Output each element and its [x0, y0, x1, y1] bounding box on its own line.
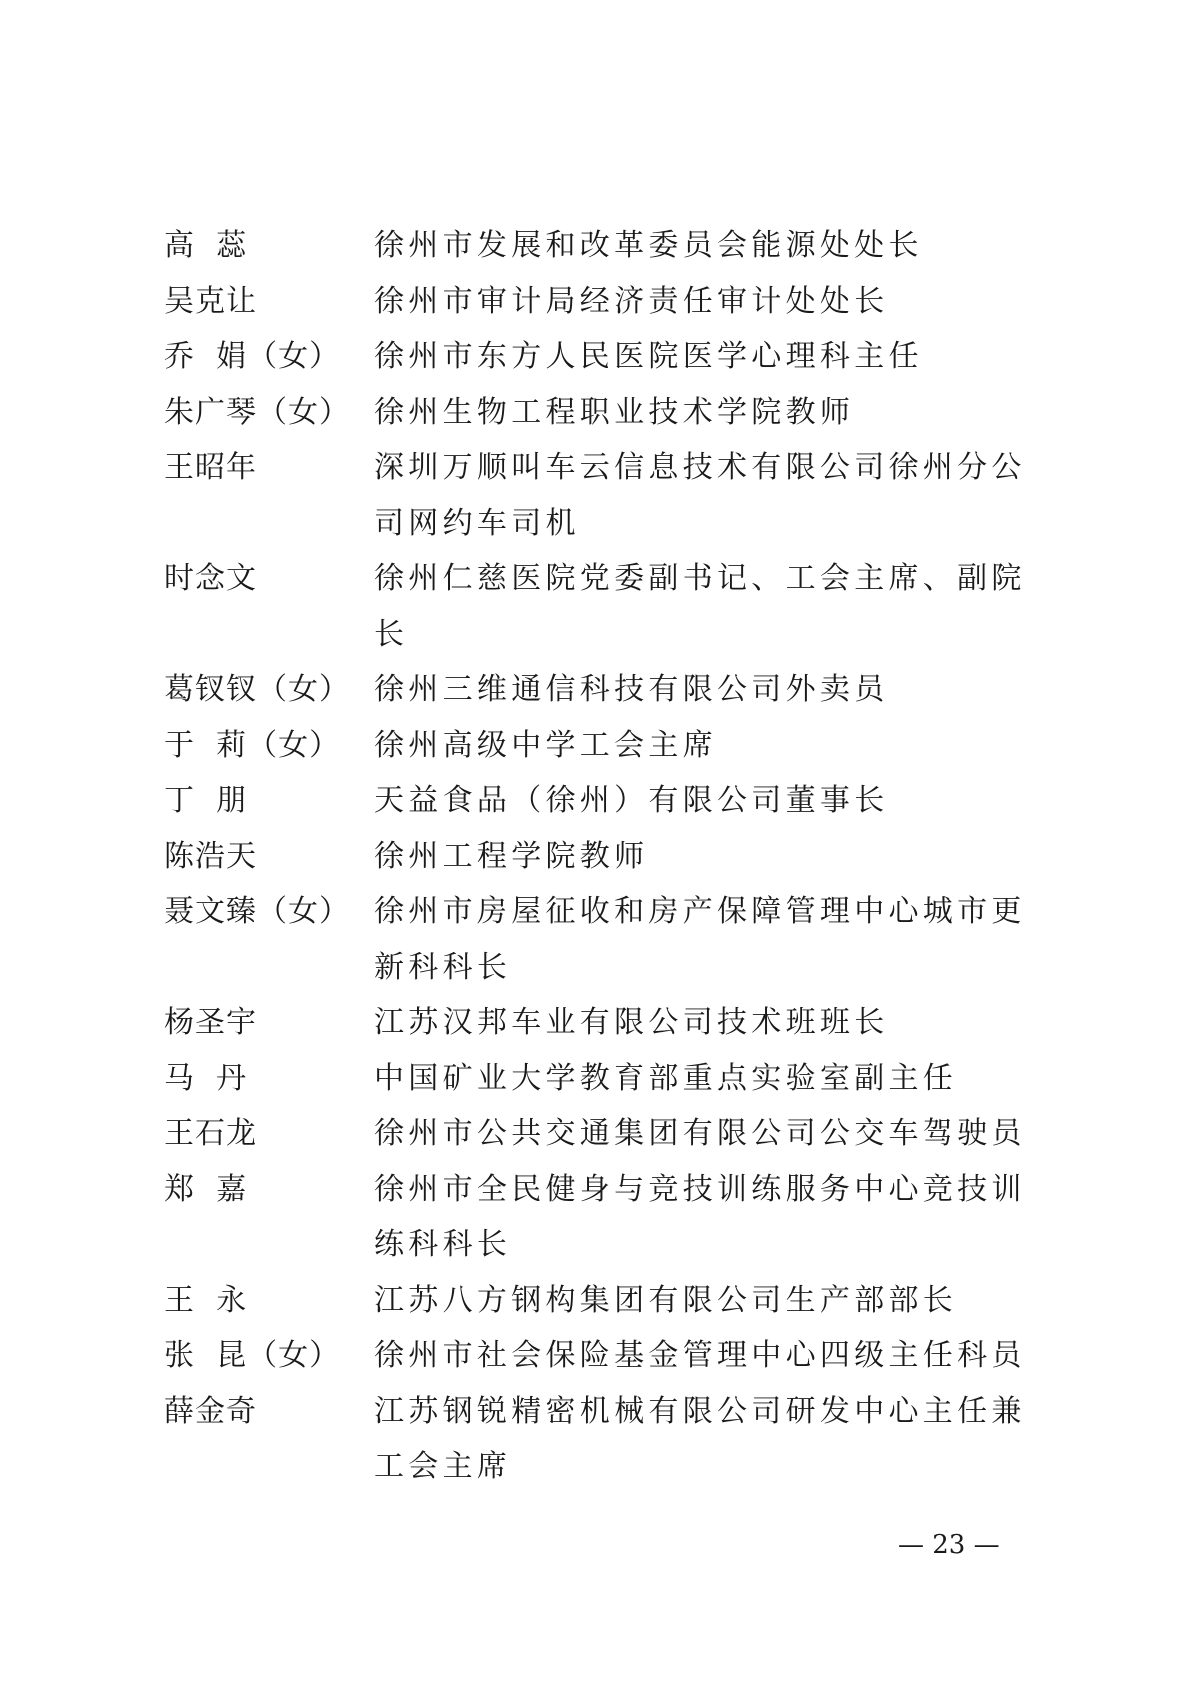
person-name: 吴克让: [164, 283, 257, 319]
person-name: 杨圣宇: [164, 1005, 257, 1040]
person-title: 徐州三维通信科技有限公司外卖员: [374, 672, 889, 707]
list-item: [164, 773, 1064, 829]
person-title: 徐州仁慈医院党委副书记、工会主席、副院长: [374, 561, 1026, 652]
honoree-list: [164, 218, 1064, 1495]
person-name: 时念文: [164, 561, 257, 596]
person-name: 丁 朋: [164, 783, 248, 818]
person-name: 葛钗钗（女）: [164, 672, 350, 707]
list-item: [164, 1162, 1064, 1273]
list-item: [164, 1384, 1064, 1495]
person-name: 陈浩天: [164, 838, 257, 874]
person-title: 徐州市东方人民医院医学心理科主任: [374, 339, 923, 374]
person-title: 徐州市社会保险基金管理中心四级主任科员: [374, 1338, 1026, 1373]
list-item: [164, 718, 1064, 774]
person-name: 朱广琴（女）: [164, 394, 350, 430]
person-title: 徐州生物工程职业技术学院教师: [374, 394, 855, 430]
person-title: 徐州高级中学工会主席: [374, 727, 717, 763]
person-title: 徐州市公共交通集团有限公司公交车驾驶员: [374, 1116, 1026, 1151]
person-title: 徐州市发展和改革委员会能源处处长: [374, 228, 923, 263]
list-item: [164, 440, 1064, 551]
person-name: 于 莉（女）: [164, 727, 341, 763]
list-item: [164, 274, 1064, 330]
list-item: [164, 329, 1064, 385]
person-title: 天益食品（徐州）有限公司董事长: [374, 783, 889, 818]
person-name: 高 蕊: [164, 228, 248, 263]
list-item: [164, 1051, 1064, 1107]
person-name: 聂文臻（女）: [164, 894, 350, 929]
person-title: 江苏钢锐精密机械有限公司研发中心主任兼工会主席: [374, 1393, 1026, 1484]
list-item: [164, 995, 1064, 1051]
person-title: 江苏汉邦车业有限公司技术班班长: [374, 1005, 889, 1040]
person-name: 乔 娟（女）: [164, 339, 341, 374]
person-name: 薛金奇: [164, 1393, 257, 1429]
person-name: 张 昆（女）: [164, 1338, 341, 1373]
list-item: [164, 385, 1064, 441]
person-title: 深圳万顺叫车云信息技术有限公司徐州分公司网约车司机: [374, 450, 1026, 541]
list-item: [164, 662, 1064, 718]
person-title: 徐州市审计局经济责任审计处处长: [374, 283, 889, 319]
person-name: 郑 嘉: [164, 1171, 248, 1207]
list-item: [164, 551, 1064, 662]
person-name: 王 永: [164, 1282, 248, 1318]
list-item: [164, 1328, 1064, 1384]
person-title: 江苏八方钢构集团有限公司生产部部长: [374, 1282, 958, 1318]
person-title: 中国矿业大学教育部重点实验室副主任: [374, 1060, 958, 1096]
list-item: [164, 1273, 1064, 1329]
person-title: 徐州市房屋征收和房产保障管理中心城市更新科科长: [374, 894, 1026, 985]
person-name: 王石龙: [164, 1116, 257, 1151]
person-title: 徐州市全民健身与竞技训练服务中心竞技训练科科长: [374, 1171, 1026, 1262]
person-name: 王昭年: [164, 450, 257, 485]
person-name: 马 丹: [164, 1060, 248, 1096]
list-item: [164, 884, 1064, 995]
list-item: [164, 218, 1064, 274]
list-item: [164, 829, 1064, 885]
page-number: — 23 —: [898, 1530, 1000, 1560]
list-item: [164, 1106, 1064, 1162]
person-title: 徐州工程学院教师: [374, 838, 649, 874]
